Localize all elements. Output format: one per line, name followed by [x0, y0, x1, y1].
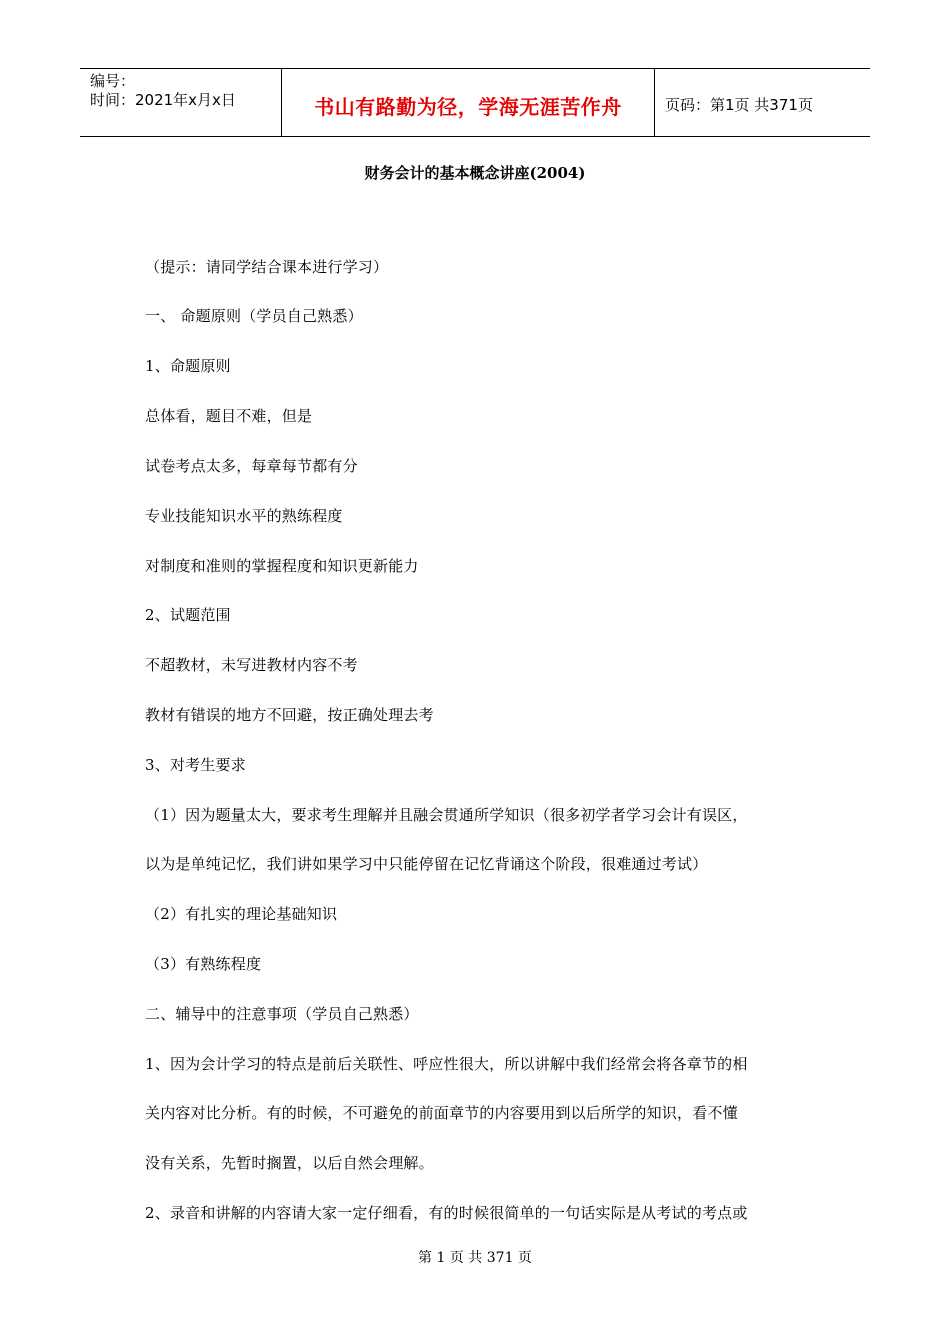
paragraph-line: （1）因为题量太大，要求考生理解并且融会贯通所学知识（很多初学者学习会计有误区， — [145, 806, 748, 824]
paragraph-line: 关内容对比分析。有的时候，不可避免的前面章节的内容要用到以后所学的知识，看不懂 — [145, 1104, 738, 1122]
paragraph-line: （提示：请同学结合课本进行学习） — [145, 258, 389, 276]
header-page-cell — [655, 69, 870, 136]
paragraph-line: （2）有扎实的理论基础知识 — [145, 905, 338, 923]
document-header — [80, 68, 870, 137]
paragraph-line: 1、命题原则 — [145, 357, 231, 375]
paragraph-line: 教材有错误的地方不回避，按正确处理去考 — [145, 706, 434, 724]
document-title: 财务会计的基本概念讲座(2004) — [364, 164, 586, 182]
paragraph-line: 2、录音和讲解的内容请大家一定仔细看，有的时候很简单的一句话实际是从考试的考点或 — [145, 1204, 748, 1222]
header-motto-cell — [282, 69, 655, 136]
header-page-info: 页码：第1页 共371页 — [665, 96, 813, 114]
paragraph-line: 3、对考生要求 — [145, 756, 246, 774]
page-footer: 第 1 页 共 371 页 — [418, 1250, 532, 1266]
number-label: 编号： — [90, 72, 136, 90]
paragraph-line: 2、试题范围 — [145, 606, 231, 624]
paragraph-line: （3）有熟练程度 — [145, 955, 262, 973]
motto-text: 书山有路勤为径，学海无涯苦作舟 — [314, 95, 622, 119]
time-label: 时间：2021年x月x日 — [90, 91, 236, 109]
paragraph-line: 不超教材，未写进教材内容不考 — [145, 656, 358, 674]
paragraph-line: 试卷考点太多，每章每节都有分 — [145, 457, 358, 475]
paragraph-line: 对制度和准则的掌握程度和知识更新能力 — [145, 557, 419, 575]
paragraph-line: 二、辅导中的注意事项（学员自己熟悉） — [145, 1005, 419, 1023]
paragraph-line: 1、因为会计学习的特点是前后关联性、呼应性很大，所以讲解中我们经常会将各章节的相 — [145, 1055, 748, 1073]
paragraph-line: 一、 命题原则（学员自己熟悉） — [145, 307, 363, 325]
paragraph-line: 专业技能知识水平的熟练程度 — [145, 507, 343, 525]
header-meta-cell — [80, 69, 282, 136]
paragraph-line: 总体看，题目不难，但是 — [145, 407, 313, 425]
paragraph-line: 没有关系，先暂时搁置，以后自然会理解。 — [145, 1154, 434, 1172]
paragraph-line: 以为是单纯记忆，我们讲如果学习中只能停留在记忆背诵这个阶段，很难通过考试） — [145, 855, 708, 873]
